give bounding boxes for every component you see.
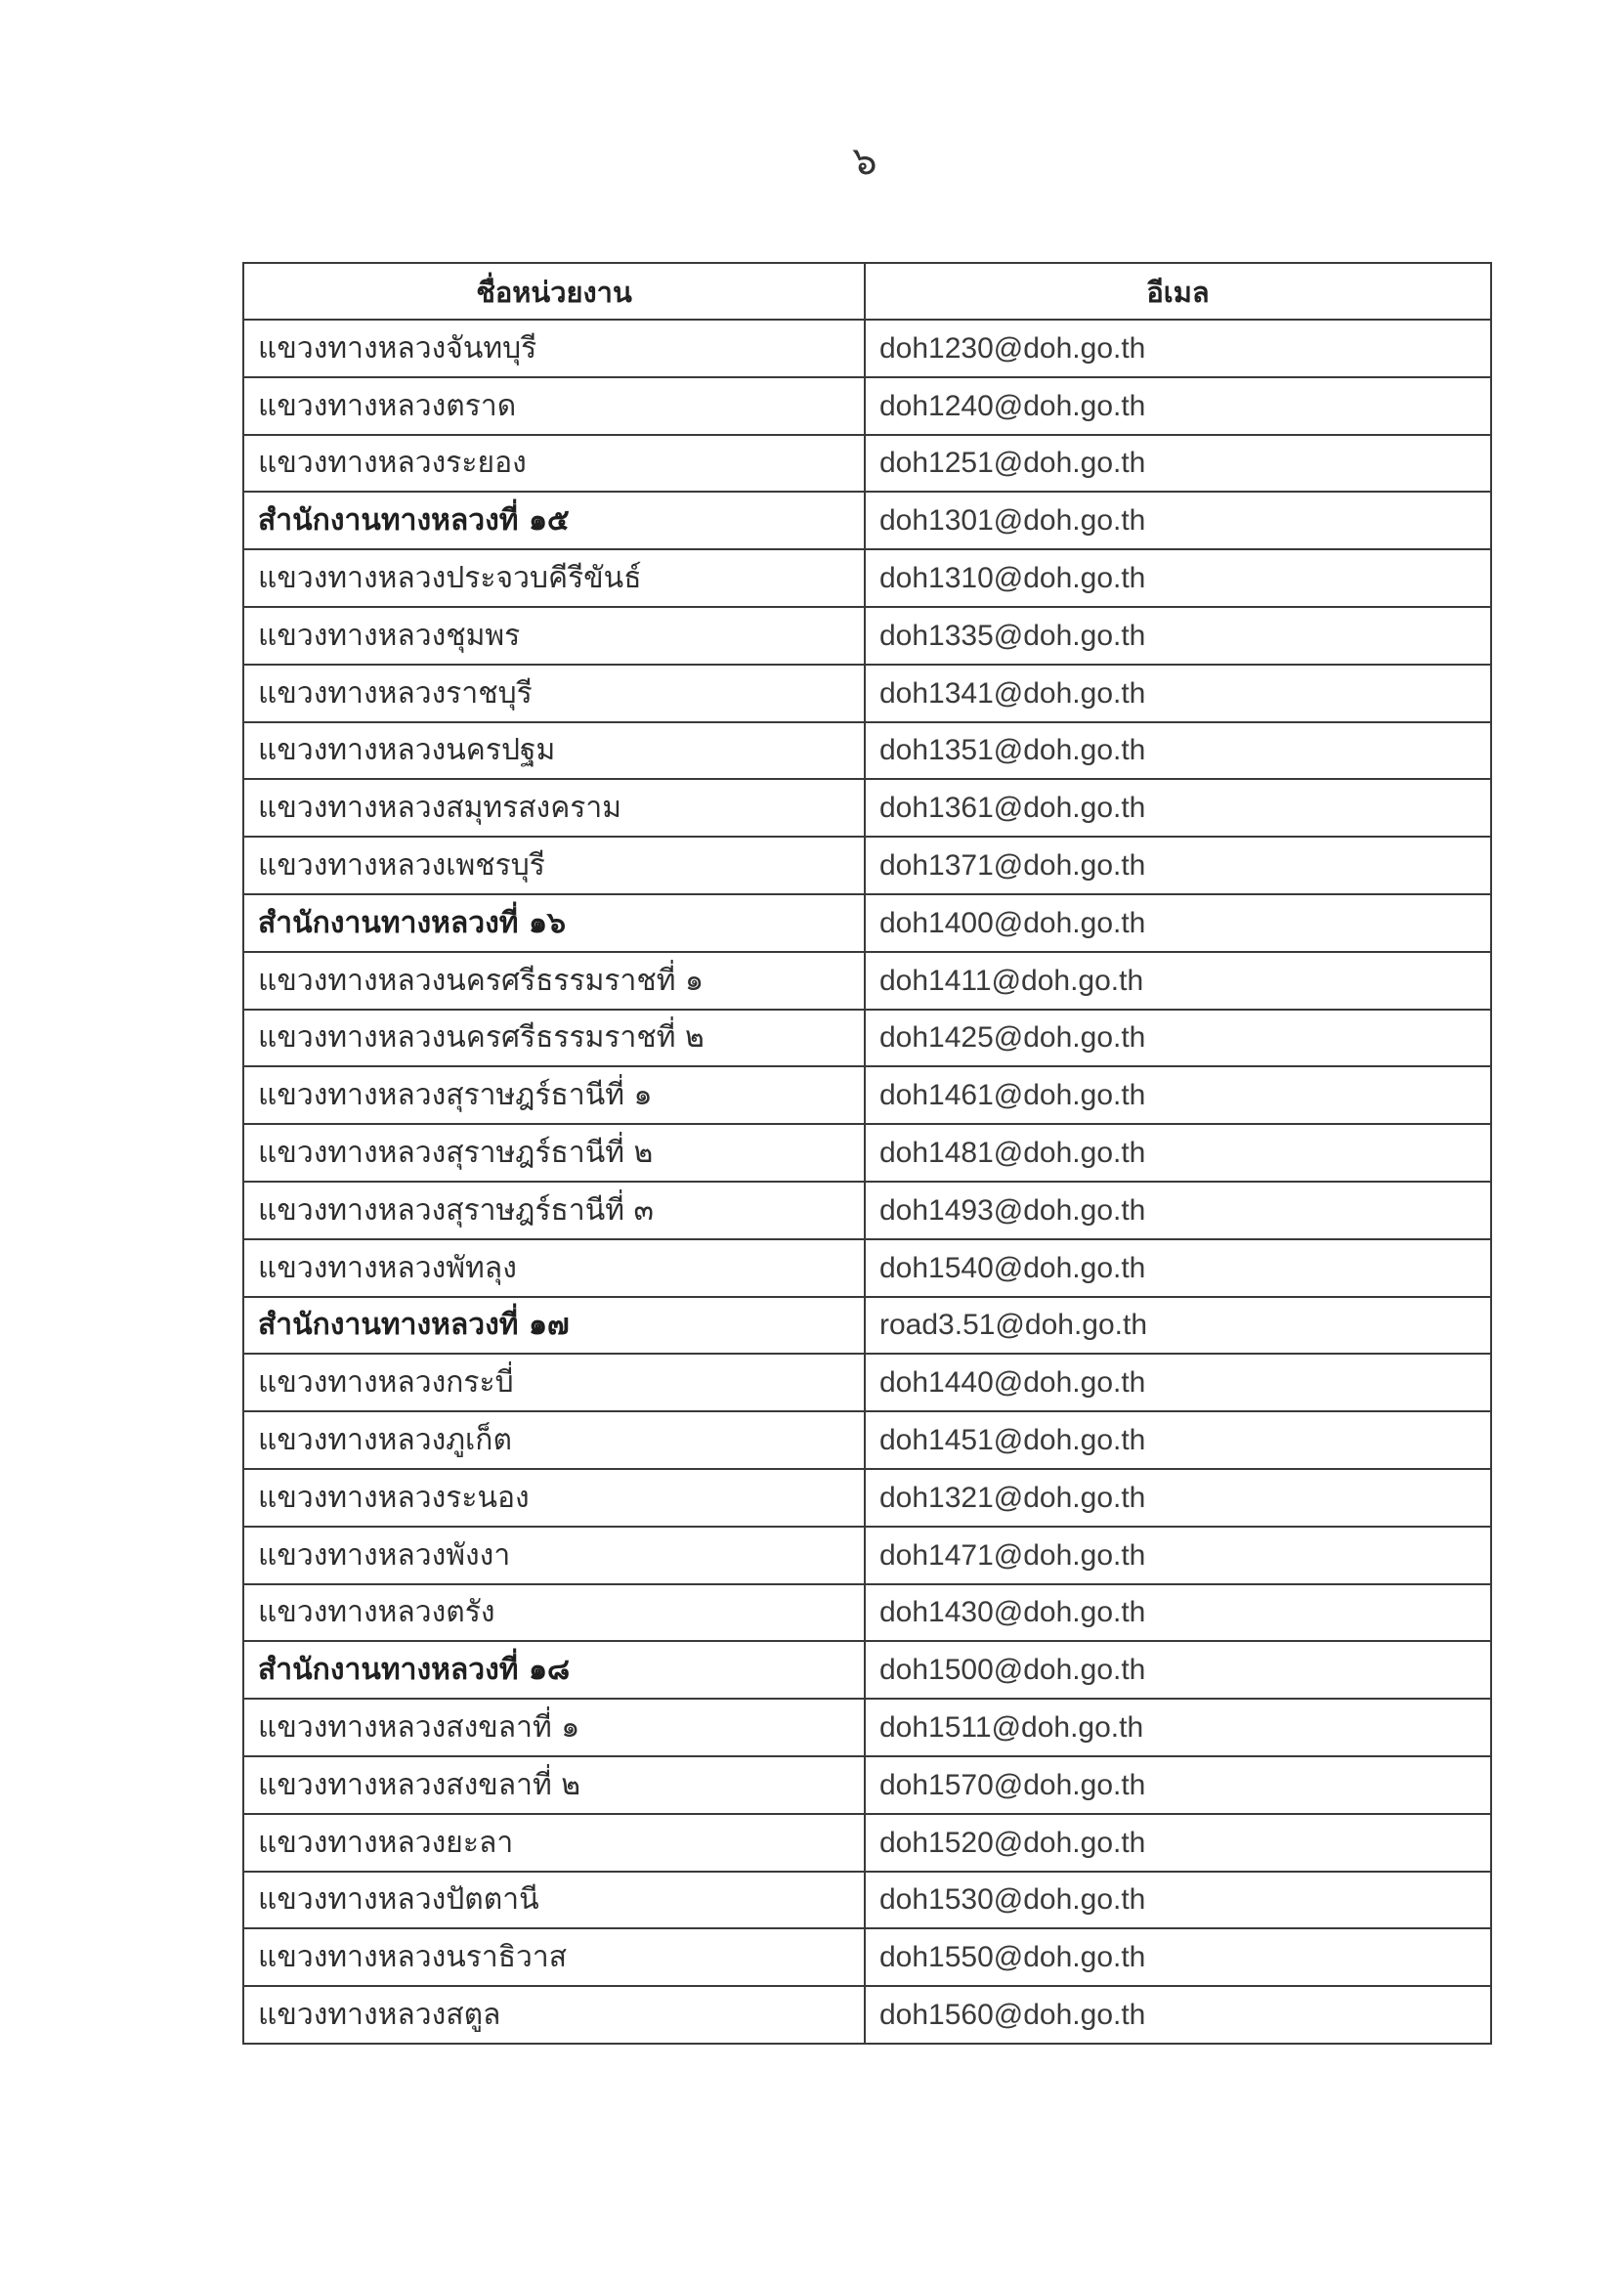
table-row (243, 665, 1491, 722)
table-row (243, 1182, 1491, 1239)
email-cell: doh1520@doh.go.th (865, 1814, 1491, 1872)
table-body (243, 320, 1491, 2044)
email-cell: road3.51@doh.go.th (865, 1297, 1491, 1355)
table-row-office (243, 492, 1491, 549)
table-row (243, 1124, 1491, 1182)
table-row (243, 1354, 1491, 1411)
table-row (243, 1756, 1491, 1814)
agency-name-cell: แขวงทางหลวงนราธิวาส (243, 1928, 865, 1986)
email-cell: doh1371@doh.go.th (865, 837, 1491, 894)
email-cell: doh1540@doh.go.th (865, 1239, 1491, 1297)
email-cell: doh1341@doh.go.th (865, 665, 1491, 722)
column-header-agency-name: ชื่อหน่วยงาน (243, 263, 865, 320)
agency-name-cell: แขวงทางหลวงยะลา (243, 1814, 865, 1872)
agency-name-cell: สำนักงานทางหลวงที่ ๑๕ (243, 492, 865, 549)
email-cell: doh1530@doh.go.th (865, 1872, 1491, 1929)
table-row-office (243, 1641, 1491, 1699)
table-row (243, 1986, 1491, 2044)
table-row (243, 1066, 1491, 1124)
email-cell: doh1335@doh.go.th (865, 607, 1491, 665)
email-cell: doh1425@doh.go.th (865, 1010, 1491, 1067)
table-row (243, 1814, 1491, 1872)
table-row (243, 837, 1491, 894)
email-cell: doh1511@doh.go.th (865, 1699, 1491, 1756)
agency-name-cell: แขวงทางหลวงสงขลาที่ ๑ (243, 1699, 865, 1756)
table-row (243, 1469, 1491, 1527)
table-row-office (243, 894, 1491, 952)
column-header-email: อีเมล (865, 263, 1491, 320)
email-cell: doh1471@doh.go.th (865, 1527, 1491, 1584)
agency-name-cell: แขวงทางหลวงพัทลุง (243, 1239, 865, 1297)
email-cell: doh1430@doh.go.th (865, 1584, 1491, 1642)
table-row (243, 722, 1491, 780)
email-cell: doh1451@doh.go.th (865, 1411, 1491, 1469)
agency-name-cell: แขวงทางหลวงนครศรีธรรมราชที่ ๒ (243, 1010, 865, 1067)
email-cell: doh1361@doh.go.th (865, 779, 1491, 837)
table-header-row (243, 263, 1491, 320)
agency-name-cell: แขวงทางหลวงภูเก็ต (243, 1411, 865, 1469)
table-row (243, 1872, 1491, 1929)
agency-name-cell: แขวงทางหลวงประจวบคีรีขันธ์ (243, 549, 865, 607)
email-cell: doh1440@doh.go.th (865, 1354, 1491, 1411)
email-cell: doh1310@doh.go.th (865, 549, 1491, 607)
agency-name-cell: แขวงทางหลวงกระบี่ (243, 1354, 865, 1411)
agency-name-cell: แขวงทางหลวงสตูล (243, 1986, 865, 2044)
page-number: ๖ (852, 139, 877, 184)
agency-name-cell: แขวงทางหลวงสมุทรสงคราม (243, 779, 865, 837)
email-cell: doh1500@doh.go.th (865, 1641, 1491, 1699)
agency-name-cell: แขวงทางหลวงเพชรบุรี (243, 837, 865, 894)
email-cell: doh1411@doh.go.th (865, 952, 1491, 1010)
table-row (243, 435, 1491, 493)
table-row (243, 1928, 1491, 1986)
table-row (243, 1010, 1491, 1067)
table-row (243, 1699, 1491, 1756)
agency-name-cell: สำนักงานทางหลวงที่ ๑๗ (243, 1297, 865, 1355)
table-row (243, 549, 1491, 607)
agency-name-cell: แขวงทางหลวงระยอง (243, 435, 865, 493)
email-cell: doh1301@doh.go.th (865, 492, 1491, 549)
email-cell: doh1230@doh.go.th (865, 320, 1491, 377)
agency-name-cell: แขวงทางหลวงนครปฐม (243, 722, 865, 780)
email-cell: doh1550@doh.go.th (865, 1928, 1491, 1986)
email-cell: doh1570@doh.go.th (865, 1756, 1491, 1814)
email-cell: doh1240@doh.go.th (865, 377, 1491, 435)
email-cell: doh1560@doh.go.th (865, 1986, 1491, 2044)
email-cell: doh1321@doh.go.th (865, 1469, 1491, 1527)
agency-name-cell: สำนักงานทางหลวงที่ ๑๖ (243, 894, 865, 952)
agency-name-cell: แขวงทางหลวงสุราษฎร์ธานีที่ ๒ (243, 1124, 865, 1182)
agency-name-cell: แขวงทางหลวงราชบุรี (243, 665, 865, 722)
agency-name-cell: แขวงทางหลวงตรัง (243, 1584, 865, 1642)
agency-name-cell: แขวงทางหลวงพังงา (243, 1527, 865, 1584)
table-row-office (243, 1297, 1491, 1355)
email-cell: doh1251@doh.go.th (865, 435, 1491, 493)
table-row (243, 1527, 1491, 1584)
agency-name-cell: แขวงทางหลวงชุมพร (243, 607, 865, 665)
table-row (243, 607, 1491, 665)
email-cell: doh1481@doh.go.th (865, 1124, 1491, 1182)
email-cell: doh1493@doh.go.th (865, 1182, 1491, 1239)
table-row (243, 1239, 1491, 1297)
email-cell: doh1351@doh.go.th (865, 722, 1491, 780)
table-row (243, 779, 1491, 837)
table-row (243, 377, 1491, 435)
table-header (243, 263, 1491, 320)
email-cell: doh1400@doh.go.th (865, 894, 1491, 952)
agency-name-cell: แขวงทางหลวงสุราษฎร์ธานีที่ ๓ (243, 1182, 865, 1239)
table-row (243, 1584, 1491, 1642)
agency-name-cell: แขวงทางหลวงตราด (243, 377, 865, 435)
table-row (243, 1411, 1491, 1469)
agency-name-cell: แขวงทางหลวงระนอง (243, 1469, 865, 1527)
agency-name-cell: สำนักงานทางหลวงที่ ๑๘ (243, 1641, 865, 1699)
agency-name-cell: แขวงทางหลวงสงขลาที่ ๒ (243, 1756, 865, 1814)
agency-name-cell: แขวงทางหลวงนครศรีธรรมราชที่ ๑ (243, 952, 865, 1010)
table-row (243, 952, 1491, 1010)
agency-email-table (242, 262, 1492, 2045)
agency-name-cell: แขวงทางหลวงจันทบุรี (243, 320, 865, 377)
agency-name-cell: แขวงทางหลวงปัตตานี (243, 1872, 865, 1929)
email-cell: doh1461@doh.go.th (865, 1066, 1491, 1124)
agency-name-cell: แขวงทางหลวงสุราษฎร์ธานีที่ ๑ (243, 1066, 865, 1124)
table-row (243, 320, 1491, 377)
